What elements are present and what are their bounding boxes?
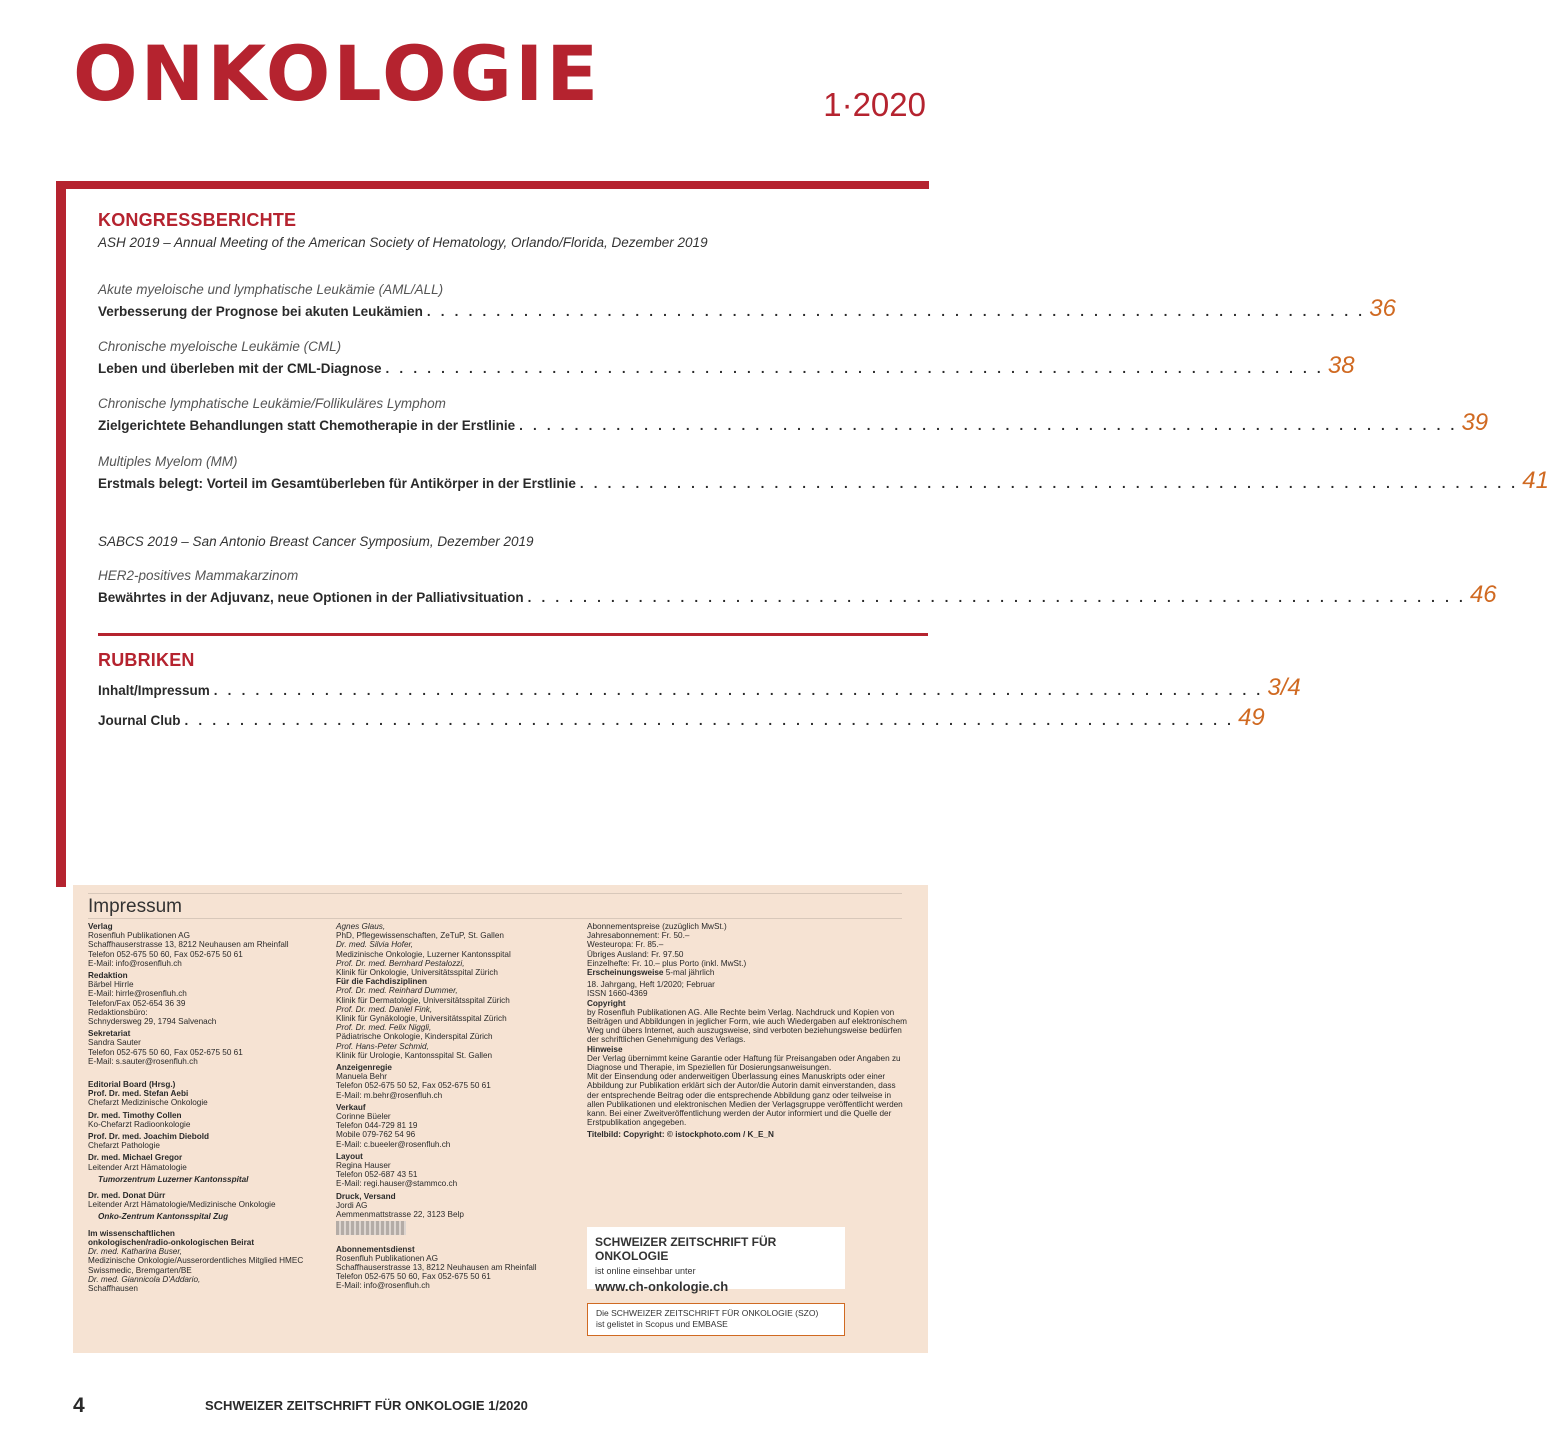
text-line: Telefon/Fax 052-654 36 39	[88, 998, 186, 1008]
toc-entry[interactable]	[98, 674, 1301, 701]
toc-entry[interactable]	[98, 282, 1396, 322]
toc-title[interactable]: Bewährtes in der Adjuvanz, neue Optionen in der Palliativsituation	[98, 590, 524, 605]
text-line: Klinik für Gynäkologie, Universitätsspital Zürich	[336, 1014, 507, 1024]
toc-title[interactable]: Inhalt/Impressum	[98, 683, 210, 698]
titelbild-credit: Titelbild: Copyright: © istockphoto.com / K_E_N	[587, 1130, 774, 1140]
text-line: Schaffhausen	[88, 1283, 138, 1293]
section-divider	[98, 633, 928, 636]
copyright-label: Copyright	[587, 998, 626, 1008]
board-member-name: Dr. med. Michael Gregor	[88, 1153, 183, 1163]
toc-page-number[interactable]: 41	[1522, 467, 1549, 494]
text-line: Mobile 079-762 54 96	[336, 1130, 416, 1140]
indexing-line: Die SCHWEIZER ZEITSCHRIFT FÜR ONKOLOGIE (SZO)	[596, 1308, 819, 1318]
email-link[interactable]: E-Mail: m.behr@rosenfluh.ch	[336, 1090, 443, 1100]
frame-left-bar	[56, 181, 66, 887]
leader-dots: . . . . . . . . . . . . . . . . . . . . . . . . . . . . . . . . . . . . . . . . . . . . . . . . . . . . . . . . . . . . . . . . . . . .	[385, 361, 1324, 376]
toc-title[interactable]: Leben und überleben mit der CML-Diagnose	[98, 361, 382, 376]
email-link[interactable]: E-Mail: regi.hauser@stammco.ch	[336, 1179, 458, 1189]
board-member-role: Leitender Arzt Hämatologie/Medizinische Onkologie	[88, 1200, 276, 1210]
text-line: Klinik für Urologie, Kantonsspital St. Gallen	[336, 1050, 493, 1060]
text-line: Aemmenmattstrasse 22, 3123 Belp	[336, 1210, 464, 1220]
erscheinung-label: Erscheinungsweise	[587, 968, 664, 978]
institution-label: Tumorzentrum Luzerner Kantonsspital	[98, 1174, 249, 1184]
email-link[interactable]: E-Mail: info@rosenfluh.ch	[336, 1281, 430, 1291]
journal-name: SCHWEIZER ZEITSCHRIFT FÜR ONKOLOGIE	[595, 1235, 777, 1263]
text-line: Agnes Glaus,	[336, 922, 386, 931]
toc-entry[interactable]	[98, 396, 1489, 436]
online-info-box	[587, 1227, 845, 1294]
erscheinung-value: 5-mal jährlich	[663, 968, 715, 978]
congress-section	[98, 210, 928, 250]
toc-title[interactable]: Erstmals belegt: Vorteil im Gesamtüberleben für Antikörper in der Erstlinie	[98, 476, 576, 491]
toc-title[interactable]: Zielgerichtete Behandlungen statt Chemotherapie in der Erstlinie	[98, 418, 516, 433]
text-line: Rosenfluh Publikationen AG	[336, 1253, 438, 1263]
section-heading-kongressberichte: KONGRESSBERICHTE	[98, 210, 297, 230]
text-line: Rosenfluh Publikationen AG	[88, 931, 190, 941]
text-line: Telefon 052-687 43 51	[336, 1170, 418, 1180]
text-line: Schaffhauserstrasse 13, 8212 Neuhausen am Rheinfall	[88, 940, 289, 950]
hinweise-text: Der Verlag übernimmt keine Garantie oder Haftung für Preisangaben oder Angaben zu Diagnose und Therapie, im Speziellen für Dosierungsanweisungen.	[587, 1053, 901, 1073]
meeting-name-ash: ASH 2019 – Annual Meeting of the American Society of Hematology, Orlando/Florida, Dezember 2019	[98, 235, 708, 250]
rubriken-section	[98, 650, 928, 671]
impressum-column-2	[336, 922, 581, 1291]
email-link[interactable]: E-Mail: hirrle@rosenfluh.ch	[88, 989, 187, 999]
verlag-label: Verlag	[88, 922, 113, 931]
board-member-name: Prof. Dr. med. Joachim Diebold	[88, 1132, 210, 1142]
impressum-column-3	[587, 922, 907, 1140]
verkauf-label: Verkauf	[336, 1102, 366, 1112]
board-member-name: Prof. Dr. med. Stefan Aebi	[88, 1089, 189, 1099]
layout-label: Layout	[336, 1151, 363, 1161]
text-line: Prof. Dr. med. Felix Niggli,	[336, 1023, 432, 1033]
email-link[interactable]: E-Mail: s.sauter@rosenfluh.ch	[88, 1056, 198, 1066]
text-line: Telefon 052-675 50 60, Fax 052-675 50 61	[88, 1047, 243, 1057]
text-line: Pädiatrische Onkologie, Kinderspital Zürich	[336, 1032, 493, 1042]
toc-page-number[interactable]: 39	[1461, 409, 1489, 436]
druck-label: Druck, Versand	[336, 1191, 396, 1201]
text-line: Bärbel Hirrle	[88, 980, 134, 990]
text-line: Regina Hauser	[336, 1161, 391, 1171]
text-line: Telefon 044-729 81 19	[336, 1121, 418, 1131]
leader-dots: . . . . . . . . . . . . . . . . . . . . . . . . . . . . . . . . . . . . . . . . . . . . . . . . . . . . . . . . . . . . . . . . . . . . . . . . . . . .	[184, 713, 1235, 728]
abo-label: Abonnementsdienst	[336, 1244, 415, 1254]
toc-topic: HER2-positives Mammakarzinom	[98, 568, 299, 583]
board-member-role: Chefarzt Medizinische Onkologie	[88, 1098, 208, 1108]
leader-dots: . . . . . . . . . . . . . . . . . . . . . . . . . . . . . . . . . . . . . . . . . . . . . . . . . . . . . . . . . . . . . . . . . . . . . . . . . . . .	[213, 683, 1264, 698]
toc-topic: Chronische lymphatische Leukämie/Follikuläres Lymphom	[98, 396, 446, 411]
text-line: Corinne Büeler	[336, 1112, 391, 1122]
text-line: Prof. Dr. med. Reinhard Dummer,	[336, 986, 458, 996]
beirat-label: onkologischen/radio-onkologischen Beirat	[88, 1237, 255, 1247]
text-line: Schnydersweg 29, 1794 Salvenach	[88, 1017, 217, 1027]
toc-entry[interactable]	[98, 454, 1549, 494]
toc-entry[interactable]	[98, 704, 1265, 731]
page-number: 4	[73, 1394, 85, 1417]
sekretariat-label: Sekretariat	[88, 1029, 131, 1039]
text-line: Abonnementspreise (zuzüglich MwSt.)	[587, 922, 727, 931]
copyright-text: by Rosenfluh Publikationen AG. Alle Rechte beim Verlag. Nachdruck und Kopien von Beiträgen und Abbildungen in jeglicher Form, wie auch Wiedergaben auf elektronischem Weg und übers Internet, auch auszugsweise, sind verboten beziehungsweise bedürfen der schriftlichen Genehmigung des Verlags.	[587, 1007, 907, 1045]
board-member-name: Dr. med. Donat Dürr	[88, 1191, 166, 1201]
beirat-label: Im wissenschaftlichen	[88, 1228, 175, 1238]
text-line: Dr. med. Katharina Buser,	[88, 1247, 182, 1257]
section-heading-rubriken: RUBRIKEN	[98, 650, 195, 670]
issue-number: 1·2020	[823, 86, 926, 123]
text-line: Dr. med. Giannicola D'Addario,	[88, 1274, 201, 1284]
impressum-header	[88, 893, 902, 919]
text-line: Schaffhauserstrasse 13, 8212 Neuhausen am Rheinfall	[336, 1262, 537, 1272]
toc-topic: Multiples Myelom (MM)	[98, 454, 238, 469]
text-line: Telefon 052-675 50 60, Fax 052-675 50 61	[88, 949, 243, 959]
leader-dots: . . . . . . . . . . . . . . . . . . . . . . . . . . . . . . . . . . . . . . . . . . . . . . . . . . . . . . . . . . . . . . . . . . . .	[579, 476, 1519, 491]
text-line: Redaktionsbüro:	[88, 1007, 148, 1017]
text-line: Einzelhefte: Fr. 10.– plus Porto (inkl. MwSt.)	[587, 958, 747, 968]
text-line: Klinik für Onkologie, Universitätsspital Zürich	[336, 968, 498, 978]
hinweise-text: Mit der Einsendung oder anderweitigen Überlassung eines Manuskripts oder einer Abbildung zur Publikation erklärt sich der Autor/die Autorin damit einverstanden, dass der entsprechende Beitrag oder die entsprechende Abbildung ganz oder teilweise in allen Publikationen und elektronischen Medien der Verlagsgruppe veröffentlicht werden kann. Bei einer Zweitveröffentlichung werden der Autor informiert und die Quelle der Erstpublikation angegeben.	[587, 1072, 903, 1128]
impressum-column-1	[88, 922, 328, 1293]
text-line: Medizinische Onkologie/Ausserordentliches Mitglied HMEC	[88, 1256, 304, 1266]
text-line: Prof. Dr. med. Bernhard Pestalozzi,	[336, 958, 465, 968]
board-member-name: Dr. med. Timothy Collen	[88, 1110, 182, 1120]
indexing-line: ist gelistet in Scopus und EMBASE	[596, 1319, 728, 1329]
toc-topic: Akute myeloische und lymphatische Leukämie (AML/ALL)	[98, 282, 444, 297]
toc-topic: Chronische myeloische Leukämie (CML)	[98, 339, 342, 354]
toc-entry[interactable]	[98, 339, 1355, 379]
meeting-sabcs	[98, 530, 928, 549]
text-line: Swissmedic, Bremgarten/BE	[88, 1265, 192, 1275]
text-line: Westeuropa: Fr. 85.–	[587, 940, 664, 950]
text-line: Jahresabonnement: Fr. 50.–	[587, 931, 690, 941]
leader-dots: . . . . . . . . . . . . . . . . . . . . . . . . . . . . . . . . . . . . . . . . . . . . . . . . . . . . . . . . . . . . . . . . . . . .	[527, 590, 1466, 605]
website-link[interactable]: www.ch-onkologie.ch	[595, 1279, 729, 1294]
indexing-box	[587, 1303, 845, 1336]
toc-page-number[interactable]: 38	[1327, 352, 1355, 379]
board-label: Editorial Board (Hrsg.)	[88, 1080, 176, 1090]
fach-label: Für die Fachdisziplinen	[336, 977, 427, 987]
email-link[interactable]: E-Mail: info@rosenfluh.ch	[88, 958, 182, 968]
hinweise-label: Hinweise	[587, 1044, 623, 1054]
leader-dots: . . . . . . . . . . . . . . . . . . . . . . . . . . . . . . . . . . . . . . . . . . . . . . . . . . . . . . . . . . . . . . . . . . . .	[426, 304, 1366, 319]
redaktion-label: Redaktion	[88, 971, 128, 981]
text-line: Dr. med. Silvia Hofer,	[336, 940, 414, 950]
toc-page-number[interactable]: 49	[1238, 704, 1265, 731]
frame-top-bar	[56, 181, 929, 189]
online-note: ist online einsehbar unter	[595, 1266, 696, 1276]
text-line: PhD, Pflegewissenschaften, ZeTuP, St. Gallen	[336, 931, 504, 941]
text-line: Sandra Sauter	[88, 1038, 141, 1048]
meeting-name-sabcs: SABCS 2019 – San Antonio Breast Cancer Symposium, Dezember 2019	[98, 534, 534, 549]
text-line: Manuela Behr	[336, 1072, 387, 1082]
email-link[interactable]: E-Mail: c.bueeler@rosenfluh.ch	[336, 1139, 451, 1149]
toc-title[interactable]: Journal Club	[98, 713, 181, 728]
text-line: Prof. Dr. med. Daniel Fink,	[336, 1004, 433, 1014]
institution-label: Onko-Zentrum Kantonsspital Zug	[98, 1212, 229, 1222]
running-footer: SCHWEIZER ZEITSCHRIFT FÜR ONKOLOGIE 1/2020	[205, 1398, 528, 1413]
magazine-title: ONKOLOGIE	[73, 29, 602, 118]
printer-logo	[336, 1221, 406, 1235]
text-line: Medizinische Onkologie, Luzerner Kantonsspital	[336, 949, 511, 959]
text-line: Telefon 052-675 50 60, Fax 052-675 50 61	[336, 1272, 491, 1282]
leader-dots: . . . . . . . . . . . . . . . . . . . . . . . . . . . . . . . . . . . . . . . . . . . . . . . . . . . . . . . . . . . . . . . . . . . .	[519, 418, 1458, 433]
text-line: ISSN 1660-4369	[587, 989, 648, 999]
text-line: Jordi AG	[336, 1200, 368, 1210]
board-member-role: Ko-Chefarzt Radioonkologie	[88, 1119, 191, 1129]
text-line: Prof. Hans-Peter Schmid,	[336, 1041, 429, 1051]
anzeigen-label: Anzeigenregie	[336, 1063, 392, 1073]
board-member-role: Leitender Arzt Hämatologie	[88, 1162, 187, 1172]
impressum-title: Impressum	[88, 896, 182, 917]
text-line: Klinik für Dermatologie, Universitätsspital Zürich	[336, 995, 510, 1005]
text-line: 18. Jahrgang, Heft 1/2020; Februar	[587, 980, 715, 990]
toc-page-number[interactable]: 3/4	[1267, 674, 1301, 701]
toc-page-number[interactable]: 46	[1469, 581, 1497, 608]
toc-page-number[interactable]: 36	[1369, 295, 1396, 322]
toc-entry[interactable]	[98, 568, 1497, 608]
text-line: Übriges Ausland: Fr. 97.50	[587, 949, 684, 959]
toc-title[interactable]: Verbesserung der Prognose bei akuten Leukämien	[98, 304, 423, 319]
board-member-role: Chefarzt Pathologie	[88, 1141, 160, 1151]
text-line: Telefon 052-675 50 52, Fax 052-675 50 61	[336, 1081, 491, 1091]
